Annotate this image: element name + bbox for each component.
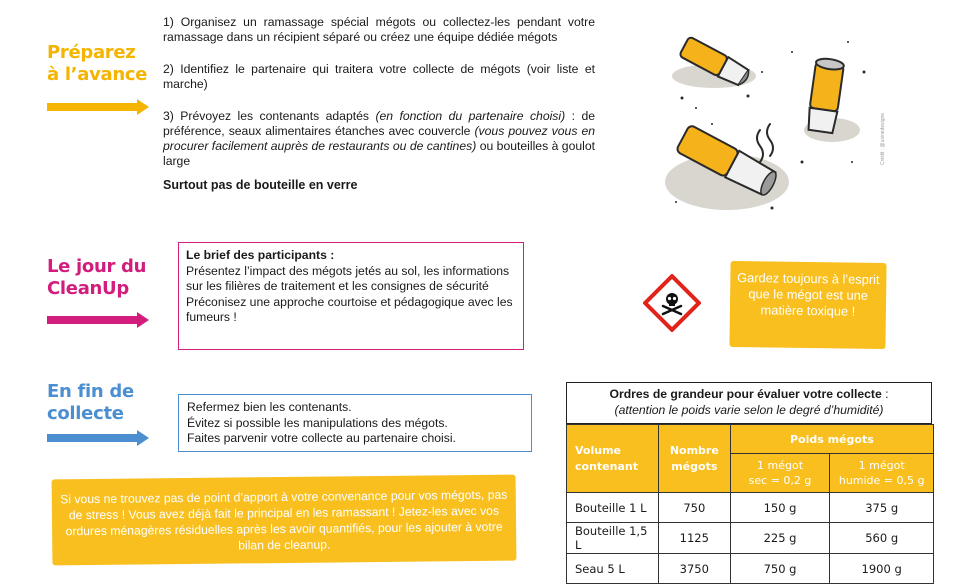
participants-brief-box bbox=[178, 242, 524, 350]
header-dry bbox=[730, 454, 830, 493]
end-line-1: Refermez bien les contenants. bbox=[187, 400, 352, 414]
heading-end-line2: collecte bbox=[47, 403, 124, 424]
header-dry-1: 1 mégot bbox=[757, 459, 804, 472]
header-wet-1: 1 mégot bbox=[858, 459, 905, 472]
heading-day bbox=[47, 256, 167, 300]
toxic-reminder-note: Gardez toujours à l’esprit que le mégot est une matière toxique ! bbox=[729, 261, 886, 349]
step-1: 1) Organisez un ramassage spécial mégots ou collectez-les pendant votre ramassage dans un récipient séparé ou créez une équipe dédiée mégots bbox=[163, 15, 595, 44]
row-count: 750 bbox=[658, 493, 730, 523]
row-wet: 375 g bbox=[830, 493, 934, 523]
row-label: Seau 5 L bbox=[567, 554, 659, 584]
step-2: 2) Identifiez le partenaire qui traitera votre collecte de mégots (voir liste et marche) bbox=[163, 62, 595, 91]
end-line-2: Évitez si possible les manipulations des mégots. bbox=[187, 415, 448, 430]
table-title: Ordres de grandeur pour évaluer votre collecte bbox=[609, 387, 882, 401]
header-volume-1: Volume bbox=[575, 443, 621, 457]
row-dry: 750 g bbox=[730, 554, 830, 584]
row-count: 3750 bbox=[658, 554, 730, 584]
arrow-end-icon bbox=[47, 434, 149, 442]
arrow-prepare-icon bbox=[47, 103, 149, 111]
disposal-tip-note: Si vous ne trouvez pas de point d’apport à votre convenance pour vos mégots, pas de stress ! Vous avez déjà fait le principal en les ramassant ! Jetez-les avec vos ordures ménagères résiduelles après les avoir quantifiés, pour les ajouter à votre bilan de cleanup. bbox=[52, 475, 517, 566]
step-3-d: (vous pouvez vous en procurer facilement auprès de restaurants ou de cantines) bbox=[163, 124, 596, 153]
brief-line-2: Préconisez une approche courtoise et pédagogique avec les fumeurs ! bbox=[186, 294, 513, 324]
heading-prepare bbox=[47, 42, 167, 86]
preparation-steps bbox=[163, 15, 595, 210]
header-count-2: mégots bbox=[671, 459, 718, 473]
step-3-c: : de préférence, seaux alimentaires étanches avec couvercle bbox=[163, 109, 596, 138]
row-label: Bouteille 1 L bbox=[567, 493, 659, 523]
brief-title: Le brief des participants : bbox=[186, 248, 335, 262]
header-weight: Poids mégots bbox=[730, 425, 933, 454]
row-label: Bouteille 1,5 L bbox=[567, 523, 659, 554]
step-3 bbox=[163, 109, 595, 169]
brief-line-1: Présentez l’impact des mégots jetés au sol, les informations sur les filières de traitement et les consignes de sécurité bbox=[186, 263, 510, 293]
step-3-b: (en fonction du partenaire choisi) bbox=[375, 109, 566, 123]
header-wet-2: humide = 0,5 g bbox=[838, 474, 925, 487]
table-row bbox=[567, 523, 934, 554]
row-wet: 1900 g bbox=[830, 554, 934, 584]
step-3-a: 3) Prévoyez les contenants adaptés bbox=[163, 109, 376, 123]
table-title-suffix: : bbox=[881, 387, 889, 401]
end-collection-box bbox=[178, 394, 532, 452]
step-3-e: ou bouteilles à goulot large bbox=[163, 139, 595, 168]
arrow-day-icon bbox=[47, 316, 149, 324]
table-row bbox=[567, 554, 934, 584]
heading-day-line2: CleanUp bbox=[47, 278, 129, 299]
row-dry: 225 g bbox=[730, 523, 830, 554]
header-wet bbox=[830, 454, 934, 493]
end-line-3: Faites parvenir votre collecte au partenaire choisi. bbox=[187, 431, 456, 445]
row-wet: 560 g bbox=[830, 523, 934, 554]
table-row bbox=[567, 493, 934, 523]
header-volume bbox=[567, 425, 659, 493]
glass-warning: Surtout pas de bouteille en verre bbox=[163, 178, 358, 192]
table-subtitle: (attention le poids varie selon le degré d’humidité) bbox=[614, 403, 884, 417]
header-dry-2: sec = 0,2 g bbox=[748, 474, 812, 487]
toxic-hazard-icon bbox=[643, 274, 701, 332]
heading-prepare-line2: à l’avance bbox=[47, 64, 148, 85]
cigarette-butts-illustration bbox=[652, 12, 898, 234]
heading-end-line1: En fin de bbox=[47, 381, 134, 402]
header-count-1: Nombre bbox=[669, 443, 719, 457]
illustration-credit: Crédit : @usinedesigne bbox=[880, 112, 886, 165]
header-volume-2: contenant bbox=[575, 459, 638, 473]
row-count: 1125 bbox=[658, 523, 730, 554]
header-count bbox=[658, 425, 730, 493]
heading-end bbox=[47, 381, 167, 425]
heading-day-line1: Le jour du bbox=[47, 256, 147, 277]
row-dry: 150 g bbox=[730, 493, 830, 523]
heading-prepare-line1: Préparez bbox=[47, 42, 136, 63]
collection-estimate-table bbox=[566, 424, 934, 584]
table-title-box bbox=[566, 382, 932, 424]
